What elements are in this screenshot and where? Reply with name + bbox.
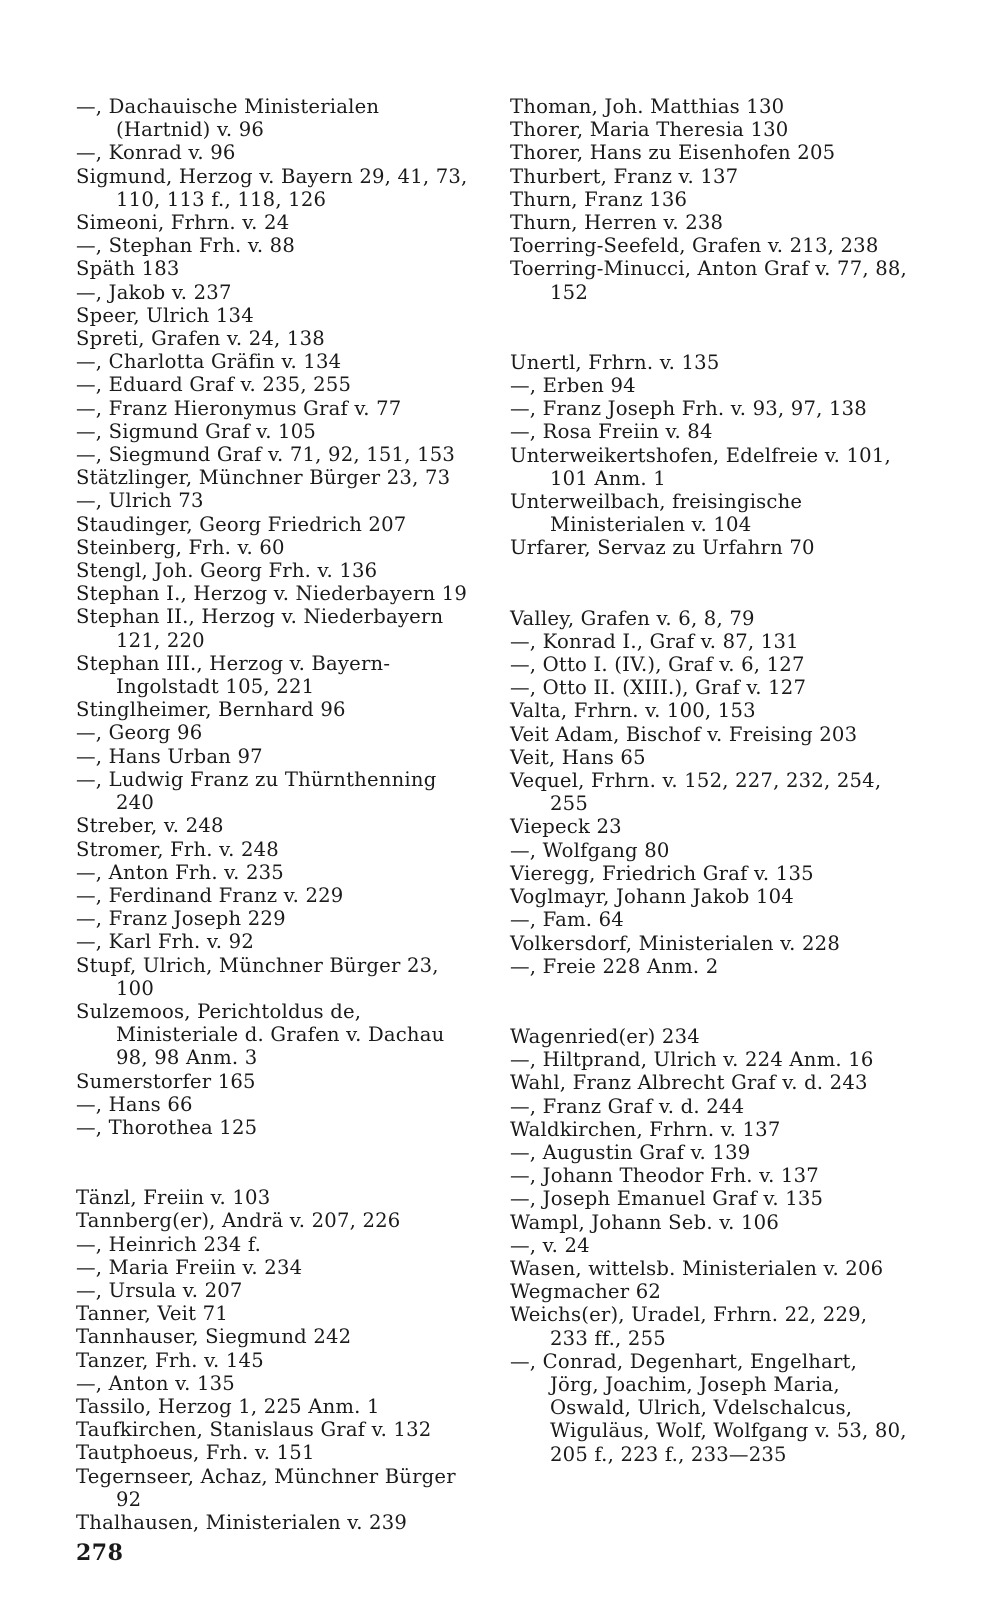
index-entry: Stephan II., Herzog v. Niederbayern 121, 220 — [76, 605, 444, 652]
index-entry: —, Ulrich 73 — [76, 489, 204, 513]
index-entry: Tegernseer, Achaz, Münchner Bürger 92 — [76, 1464, 456, 1511]
index-group — [510, 95, 910, 304]
index-entry: —, Charlotta Gräfin v. 134 — [76, 350, 342, 374]
index-group — [510, 607, 910, 978]
index-entry: —, Franz Joseph 229 — [76, 907, 286, 931]
index-entry: Simeoni, Frhrn. v. 24 — [76, 211, 290, 235]
index-entry: Stephan III., Herzog v. Bayern-Ingolstadt 105, 221 — [76, 651, 391, 699]
index-entry: —, Karl Frh. v. 92 — [76, 930, 255, 954]
index-entry: Weichs(er), Uradel, Frhrn. 22, 229, 233 ff., 255 — [510, 1303, 868, 1350]
index-entry: Wahl, Franz Albrecht Graf v. d. 243 — [510, 1071, 868, 1095]
index-entry: Vieregg, Friedrich Graf v. 135 — [510, 861, 814, 885]
index-entry: —, Georg 96 — [76, 721, 203, 745]
index-entry: Stinglheimer, Bernhard 96 — [76, 698, 346, 722]
index-entry: —, Hiltprand, Ulrich v. 224 Anm. 16 — [510, 1048, 874, 1072]
index-entry: Speer, Ulrich 134 — [76, 303, 254, 327]
index-entry: —, Freie 228 Anm. 2 — [510, 954, 719, 978]
index-entry: Urfarer, Servaz zu Urfahrn 70 — [510, 536, 815, 560]
index-entry: —, Otto I. (IV.), Graf v. 6, 127 — [510, 653, 805, 677]
index-entry: —, Thorothea 125 — [76, 1115, 258, 1139]
index-entry: Toerring-Minucci, Anton Graf v. 77, 88, 152 — [510, 257, 907, 304]
index-entry: —, Sigmund Graf v. 105 — [76, 419, 317, 443]
index-entry: Unterweikertshofen, Edelfreie v. 101, 101 Anm. 1 — [510, 443, 891, 490]
index-entry: Thorer, Hans zu Eisenhofen 205 — [510, 141, 836, 165]
index-entry: Staudinger, Georg Friedrich 207 — [76, 512, 407, 536]
index-entry: —, Eduard Graf v. 235, 255 — [76, 373, 352, 397]
index-entry: —, Konrad v. 96 — [76, 141, 236, 165]
index-entry: Thorer, Maria Theresia 130 — [510, 118, 789, 142]
index-entry: Thoman, Joh. Matthias 130 — [510, 95, 785, 118]
index-entry: Sigmund, Herzog v. Bayern 29, 41, 73, 110, 113 f., 118, 126 — [76, 164, 468, 211]
index-entry: Valley, Grafen v. 6, 8, 79 — [510, 606, 755, 630]
index-entry: Tänzl, Freiin v. 103 — [76, 1186, 271, 1210]
index-entry: Valta, Frhrn. v. 100, 153 — [510, 699, 756, 723]
index-entry: Thurn, Herren v. 238 — [510, 211, 724, 235]
index-group — [510, 1025, 910, 1466]
index-entry: Tanner, Veit 71 — [76, 1302, 228, 1326]
index-entry: Stengl, Joh. Georg Frh. v. 136 — [76, 559, 378, 583]
index-entry: —, Jakob v. 237 — [76, 280, 232, 304]
index-entry: Streber, v. 248 — [76, 814, 224, 838]
left-column — [76, 95, 476, 1581]
index-entry: —, Erben 94 — [510, 374, 636, 398]
index-entry: Wegmacher 62 — [510, 1280, 662, 1304]
right-column — [510, 95, 910, 1513]
index-entry: —, Anton v. 135 — [76, 1371, 235, 1395]
index-entry: —, v. 24 — [510, 1233, 590, 1257]
index-entry: Veit, Hans 65 — [510, 745, 646, 769]
index-entry: —, Siegmund Graf v. 71, 92, 151, 153 — [76, 443, 456, 467]
index-entry: —, Franz Joseph Frh. v. 93, 97, 138 — [510, 397, 867, 421]
index-entry: Vequel, Frhrn. v. 152, 227, 232, 254, 255 — [510, 769, 882, 816]
index-entry: Tautphoeus, Frh. v. 151 — [76, 1441, 315, 1465]
index-entry: —, Franz Hieronymus Graf v. 77 — [76, 396, 402, 420]
index-entry: Steinberg, Frh. v. 60 — [76, 535, 285, 559]
index-entry: Veit Adam, Bischof v. Freising 203 — [510, 722, 858, 746]
index-entry: —, Fam. 64 — [510, 908, 624, 932]
index-entry: Unterweilbach, freisingische Ministerialen v. 104 — [510, 490, 803, 537]
index-entry: Stromer, Frh. v. 248 — [76, 837, 279, 861]
index-entry: Spreti, Grafen v. 24, 138 — [76, 327, 325, 351]
index-entry: Toerring-Seefeld, Grafen v. 213, 238 — [510, 234, 879, 258]
index-entry: Volkersdorf, Ministerialen v. 228 — [510, 931, 840, 955]
index-entry: Wasen, wittelsb. Ministerialen v. 206 — [510, 1256, 884, 1280]
page-number: 278 — [76, 1540, 124, 1566]
index-entry: —, Augustin Graf v. 139 — [510, 1140, 751, 1164]
index-entry: Viepeck 23 — [510, 815, 622, 839]
index-entry: Stätzlinger, Münchner Bürger 23, 73 — [76, 466, 451, 490]
index-group — [510, 351, 910, 560]
index-entry: —, Joseph Emanuel Graf v. 135 — [510, 1187, 824, 1211]
index-entry: —, Ludwig Franz zu Thürnthenning 240 — [76, 767, 437, 815]
index-entry: —, Ferdinand Franz v. 229 — [76, 883, 344, 907]
index-entry: Tannberg(er), Andrä v. 207, 226 — [76, 1209, 401, 1233]
index-entry: —, Stephan Frh. v. 88 — [76, 234, 296, 258]
index-entry: Sumerstorfer 165 — [76, 1069, 256, 1093]
index-entry: Taufkirchen, Stanislaus Graf v. 132 — [76, 1418, 432, 1442]
index-entry: —, Otto II. (XIII.), Graf v. 127 — [510, 676, 807, 700]
index-entry: Stupf, Ulrich, Münchner Bürger 23, 100 — [76, 953, 439, 1000]
index-entry: —, Konrad I., Graf v. 87, 131 — [510, 629, 799, 653]
index-entry: —, Heinrich 234 f. — [76, 1232, 262, 1256]
index-entry: Tanzer, Frh. v. 145 — [76, 1348, 264, 1372]
index-entry: —, Hans Urban 97 — [76, 744, 263, 768]
index-entry: Thalhausen, Ministerialen v. 239 — [76, 1510, 408, 1534]
index-entry: —, Rosa Freiin v. 84 — [510, 420, 713, 444]
index-entry: Sulzemoos, Perichtoldus de, Ministeriale d. Grafen v. Dachau 98, 98 Anm. 3 — [76, 999, 445, 1070]
index-entry: —, Dachauische Ministerialen (Hartnid) v. 96 — [76, 95, 380, 142]
index-entry: Tassilo, Herzog 1, 225 Anm. 1 — [76, 1394, 380, 1418]
index-entry: Voglmayr, Johann Jakob 104 — [510, 885, 794, 909]
index-group — [76, 1186, 476, 1534]
index-entry: —, Johann Theodor Frh. v. 137 — [510, 1164, 819, 1188]
index-entry: Thurn, Franz 136 — [510, 187, 688, 211]
index-entry: Tannhauser, Siegmund 242 — [76, 1325, 352, 1349]
index-entry: Waldkirchen, Frhrn. v. 137 — [510, 1117, 781, 1141]
index-group — [76, 95, 476, 1139]
index-entry: —, Anton Frh. v. 235 — [76, 860, 284, 884]
index-entry: Späth 183 — [76, 257, 180, 281]
index-entry: —, Hans 66 — [76, 1092, 193, 1116]
index-entry: —, Conrad, Degenhart, Engelhart, Jörg, Joachim, Joseph Maria, Oswald, Ulrich, Vdelschalcus, Wiguläus, Wolf, Wolfgang v. 53, 80, 205 f., 223 f., 233—235 — [510, 1349, 907, 1466]
index-entry: Wagenried(er) 234 — [510, 1024, 700, 1048]
index-entry: Thurbert, Franz v. 137 — [510, 164, 739, 188]
index-entry: Stephan I., Herzog v. Niederbayern 19 — [76, 582, 468, 606]
index-entry: —, Wolfgang 80 — [510, 838, 670, 862]
index-entry: Unertl, Frhrn. v. 135 — [510, 350, 720, 374]
index-entry: —, Ursula v. 207 — [76, 1278, 243, 1302]
index-entry: Wampl, Johann Seb. v. 106 — [510, 1210, 779, 1234]
index-entry: —, Maria Freiin v. 234 — [76, 1255, 303, 1279]
index-entry: —, Franz Graf v. d. 244 — [510, 1094, 745, 1118]
